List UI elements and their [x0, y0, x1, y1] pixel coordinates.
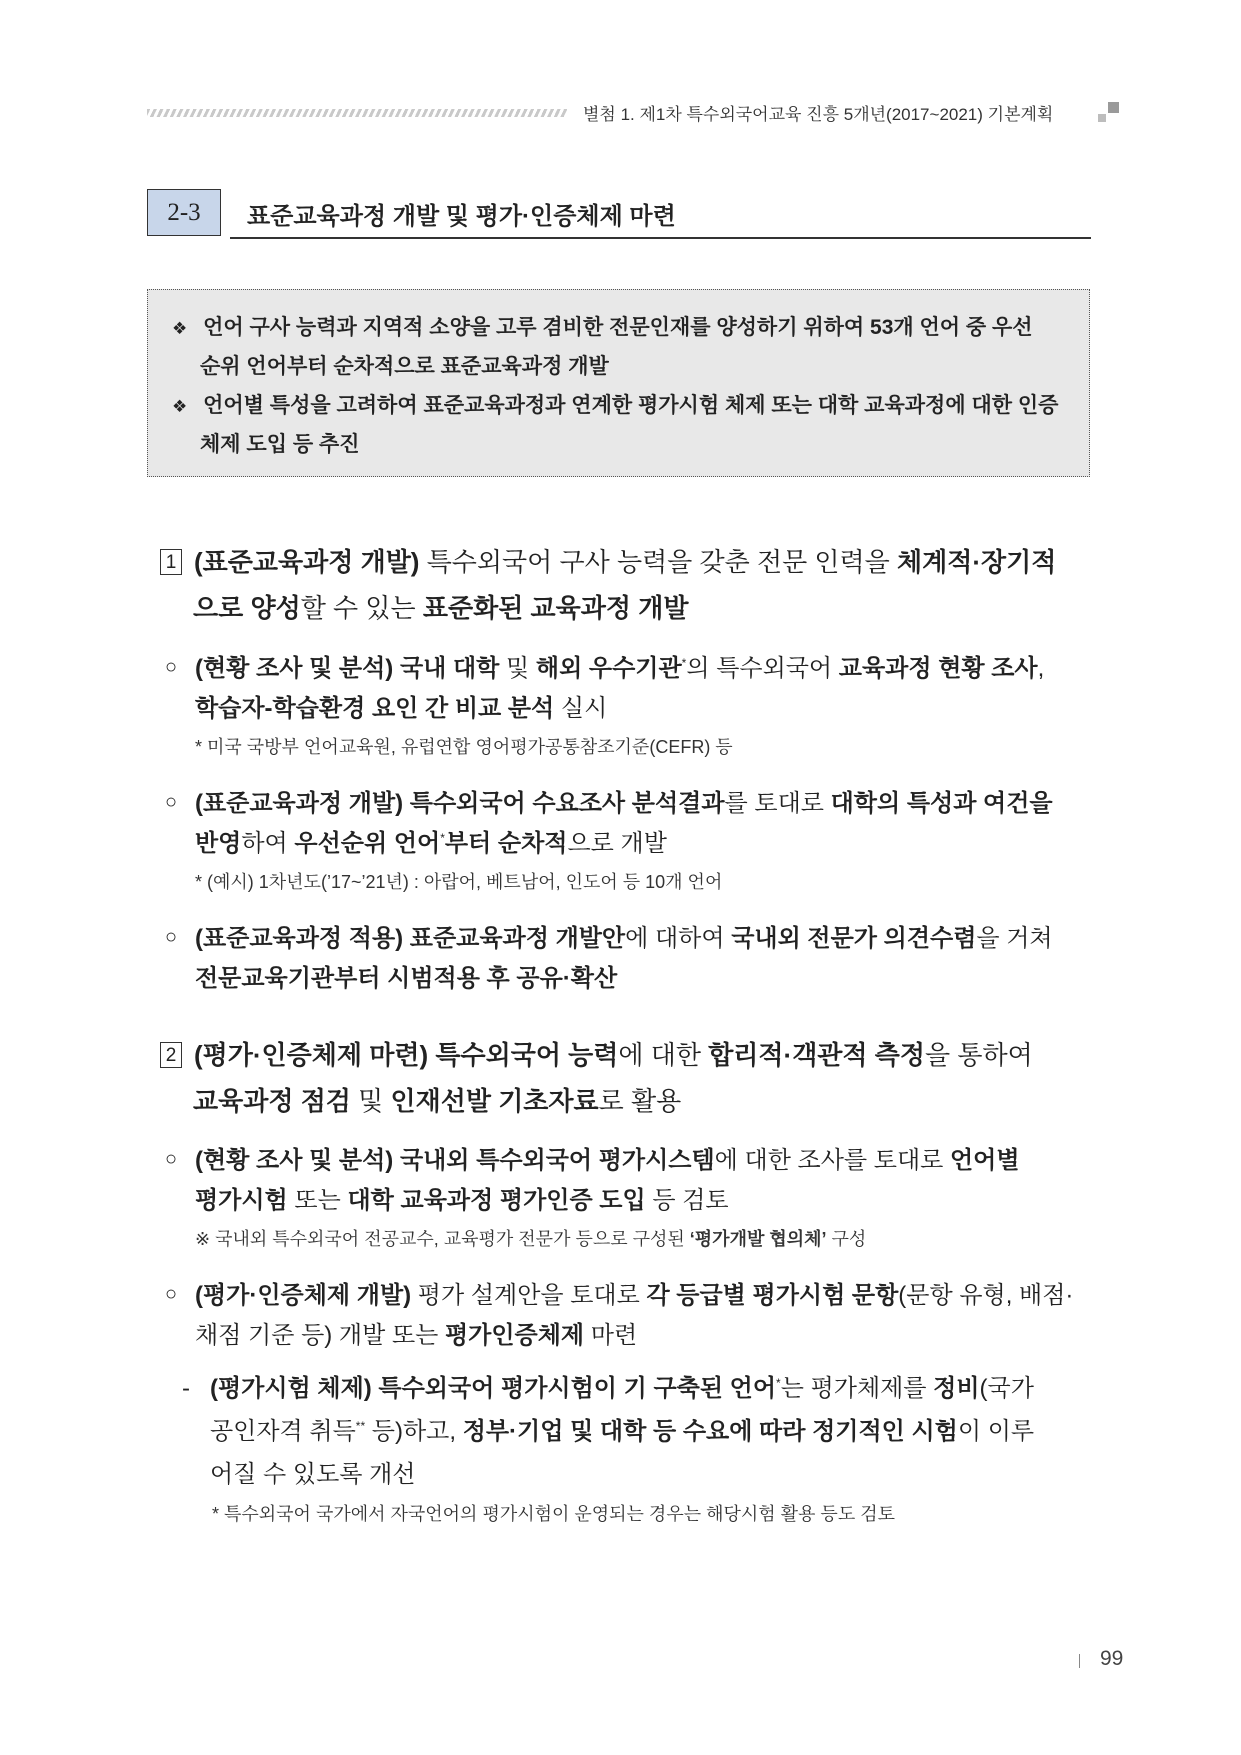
- header-hatch-bar: [147, 109, 567, 117]
- para-2-line-1: 2 (평가·인증체제 마련) 특수외국어 능력에 대한 합리적·객관적 측정을 통하여: [160, 1035, 1033, 1072]
- page-number: 99: [1100, 1647, 1124, 1670]
- p2-dash-item-line-1: - (평가시험 체제) 특수외국어 평가시험이 기 구축된 언어*는 평가체제를 정비(국가: [182, 1375, 1034, 1402]
- p2-bullet-1-line-1: ○ (현황 조사 및 분석) 국내외 특수외국어 평가시스템에 대한 조사를 토대로 언어별: [165, 1147, 1020, 1174]
- numbered-box-1: 1: [160, 549, 182, 575]
- circle-bullet-icon: ○: [165, 656, 178, 678]
- numbered-box-2: 2: [160, 1042, 182, 1068]
- corner-square-icon: [1098, 102, 1120, 124]
- p1-bullet-2-line-1: ○ (표준교육과정 개발) 특수외국어 수요조사 분석결과를 토대로 대학의 특성과 여건을: [165, 790, 1053, 817]
- p2-dash-item-line-2: 공인자격 취득** 등)하고, 정부·기업 및 대학 등 수요에 따라 정기적인 시험이 이루: [210, 1418, 1035, 1445]
- p1-bullet-1-line-1: ○ (현황 조사 및 분석) 국내 대학 및 해외 우수기관*의 특수외국어 교육과정 현황 조사,: [165, 655, 1045, 682]
- summary-item-2-line-1: ❖ 언어별 특성을 고려하여 표준교육과정과 연계한 평가시험 체제 또는 대학 교육과정에 대한 인증: [172, 394, 1059, 417]
- circle-bullet-icon: ○: [165, 926, 178, 948]
- dash-bullet-icon: -: [182, 1375, 190, 1402]
- diamond-bullet-icon: ❖: [172, 397, 188, 416]
- section-number-box: 2-3: [147, 189, 221, 236]
- p2-bullet-1-line-2: 평가시험 또는 대학 교육과정 평가인증 도입 등 검토: [195, 1187, 729, 1214]
- summary-item-1-line-2: 순위 언어부터 순차적으로 표준교육과정 개발: [200, 355, 609, 378]
- section-title: 표준교육과정 개발 및 평가·인증체제 마련: [247, 203, 676, 230]
- p2-bullet-2-line-1: ○ (평가·인증체제 개발) 평가 설계안을 토대로 각 등급별 평가시험 문항(문항 유형, 배점·: [165, 1282, 1074, 1309]
- page-number-separator: [1079, 1654, 1080, 1668]
- circle-bullet-icon: ○: [165, 1148, 178, 1170]
- p1-bullet-1-line-2: 학습자-학습환경 요인 간 비교 분석 실시: [195, 695, 608, 722]
- p2-dash-footnote: * 특수외국어 국가에서 자국언어의 평가시험이 운영되는 경우는 해당시험 활용 등도 검토: [212, 1504, 895, 1524]
- p1-bullet-2-footnote: * (예시) 1차년도(’17~’21년) : 아랍어, 베트남어, 인도어 등 10개 언어: [195, 872, 723, 892]
- para-1-line-1: 1 (표준교육과정 개발) 특수외국어 구사 능력을 갖춘 전문 인력을 체계적·장기적: [160, 542, 1056, 579]
- para-2-line-2: 교육과정 점검 및 인재선발 기초자료로 활용: [193, 1086, 682, 1116]
- running-header-title: 별첨 1. 제1차 특수외국어교육 진흥 5개년(2017~2021) 기본계획: [583, 105, 1054, 124]
- p2-bullet-2-line-2: 채점 기준 등) 개발 또는 평가인증체제 마련: [195, 1322, 638, 1349]
- diamond-bullet-icon: ❖: [172, 319, 188, 338]
- p2-bullet-1-note: ※ 국내외 특수외국어 전공교수, 교육평가 전문가 등으로 구성된 ‘평가개발 협의체’ 구성: [195, 1229, 867, 1249]
- p1-bullet-3-line-1: ○ (표준교육과정 적용) 표준교육과정 개발안에 대하여 국내외 전문가 의견수렴을 거쳐: [165, 925, 1053, 952]
- p1-bullet-1-footnote: * 미국 국방부 언어교육원, 유럽연합 영어평가공통참조기준(CEFR) 등: [195, 737, 733, 757]
- section-title-underline: [230, 237, 1091, 239]
- p1-bullet-3-line-2: 전문교육기관부터 시범적용 후 공유·확산: [195, 965, 618, 992]
- summary-item-2-line-2: 체제 도입 등 추진: [200, 433, 360, 456]
- summary-item-1-line-1: ❖ 언어 구사 능력과 지역적 소양을 고루 겸비한 전문인재를 양성하기 위하여 53개 언어 중 우선: [172, 316, 1033, 339]
- p2-dash-item-line-3: 어질 수 있도록 개선: [210, 1461, 416, 1488]
- p1-bullet-2-line-2: 반영하여 우선순위 언어*부터 순차적으로 개발: [195, 830, 667, 857]
- circle-bullet-icon: ○: [165, 1283, 178, 1305]
- para-1-line-2: 으로 양성할 수 있는 표준화된 교육과정 개발: [193, 593, 689, 623]
- circle-bullet-icon: ○: [165, 791, 178, 813]
